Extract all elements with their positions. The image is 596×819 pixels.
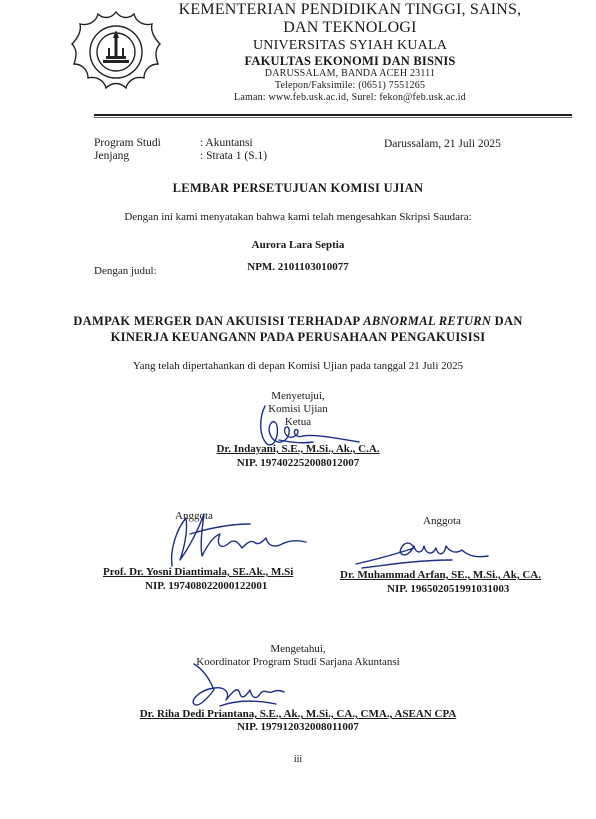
judul-label: Dengan judul: [94,265,157,277]
anggota2-label: Anggota [423,515,461,527]
ministry-name-line2: DAN TEKNOLOGI [283,19,417,36]
coordinator-name: Dr. Riha Dedi Priantana, S.E., Ak., M.Si., CA., CMA., ASEAN CPA [139,708,457,720]
intro-text: Dengan ini kami menyatakan bahwa kami telah mengesahkan Skripsi Saudara: [124,211,472,223]
thesis-title-line1 [0,314,596,329]
komisi-label: Komisi Ujian [268,403,328,415]
menyetujui-label: Menyetujui, [271,390,325,402]
faculty-phone: Telepon/Faksimile: (0651) 7551265 [274,80,426,91]
thesis-title-italic: ABNORMAL RETURN [363,314,492,328]
place-date: Darussalam, 21 Juli 2025 [384,138,501,150]
thesis-title-line2: KINERJA KEUANGANN PADA PERUSAHAAN PENGAKUISISI [110,330,486,344]
jenjang-value: : Strata 1 (S.1) [200,150,268,162]
document-title: LEMBAR PERSETUJUAN KOMISI UJIAN [172,181,424,195]
thesis-title-part: DAMPAK MERGER DAN AKUISISI TERHADAP [73,314,364,328]
thesis-title-part: DAN [491,314,523,328]
university-logo [70,6,162,98]
anggota1-label: Anggota [175,510,213,522]
anggota1-signature [150,500,310,572]
mengetahui-label: Mengetahui, [270,643,326,655]
anggota1-name: Prof. Dr. Yosni Diantimala, SE.Ak., M.Si [103,566,294,578]
program-value: : Akuntansi [200,137,253,149]
anggota2-nip: NIP. 196502051991031003 [387,583,510,595]
student-name: Aurora Lara Septia [251,239,345,251]
faculty-address: DARUSSALAM, BANDA ACEH 23111 [264,68,436,79]
anggota1-nip: NIP. 197408022000122001 [145,580,268,592]
header-rule-thick [94,114,572,116]
ministry-name-line1: KEMENTERIAN PENDIDIKAN TINGGI, SAINS, [178,1,522,18]
coordinator-nip: NIP. 197912032008011007 [237,721,359,733]
defended-statement: Yang telah dipertahankan di depan Komisi Ujian pada tanggal 21 Juli 2025 [132,360,464,372]
chair-nip: NIP. 197402252008012007 [236,457,360,469]
koordinator-label: Koordinator Program Studi Sarjana Akuntansi [196,656,400,668]
anggota2-name: Dr. Muhammad Arfan, SE., M.Si., Ak, CA. [340,569,541,581]
program-label: Program Studi [94,137,161,149]
faculty-web-email: Laman: www.feb.usk.ac.id, Surel: fekon@feb.usk.ac.id [234,92,466,103]
student-npm: NPM. 2101103010077 [247,261,349,273]
ketua-label: Ketua [284,416,312,428]
chair-name: Dr. Indayani, S.E., M.Si., Ak., C.A. [216,443,380,455]
header-rule-thin [94,117,572,118]
faculty-name: FAKULTAS EKONOMI DAN BISNIS [244,54,456,68]
university-name: UNIVERSITAS SYIAH KUALA [252,38,448,53]
page-number: iii [293,754,303,765]
jenjang-label: Jenjang [94,150,130,162]
